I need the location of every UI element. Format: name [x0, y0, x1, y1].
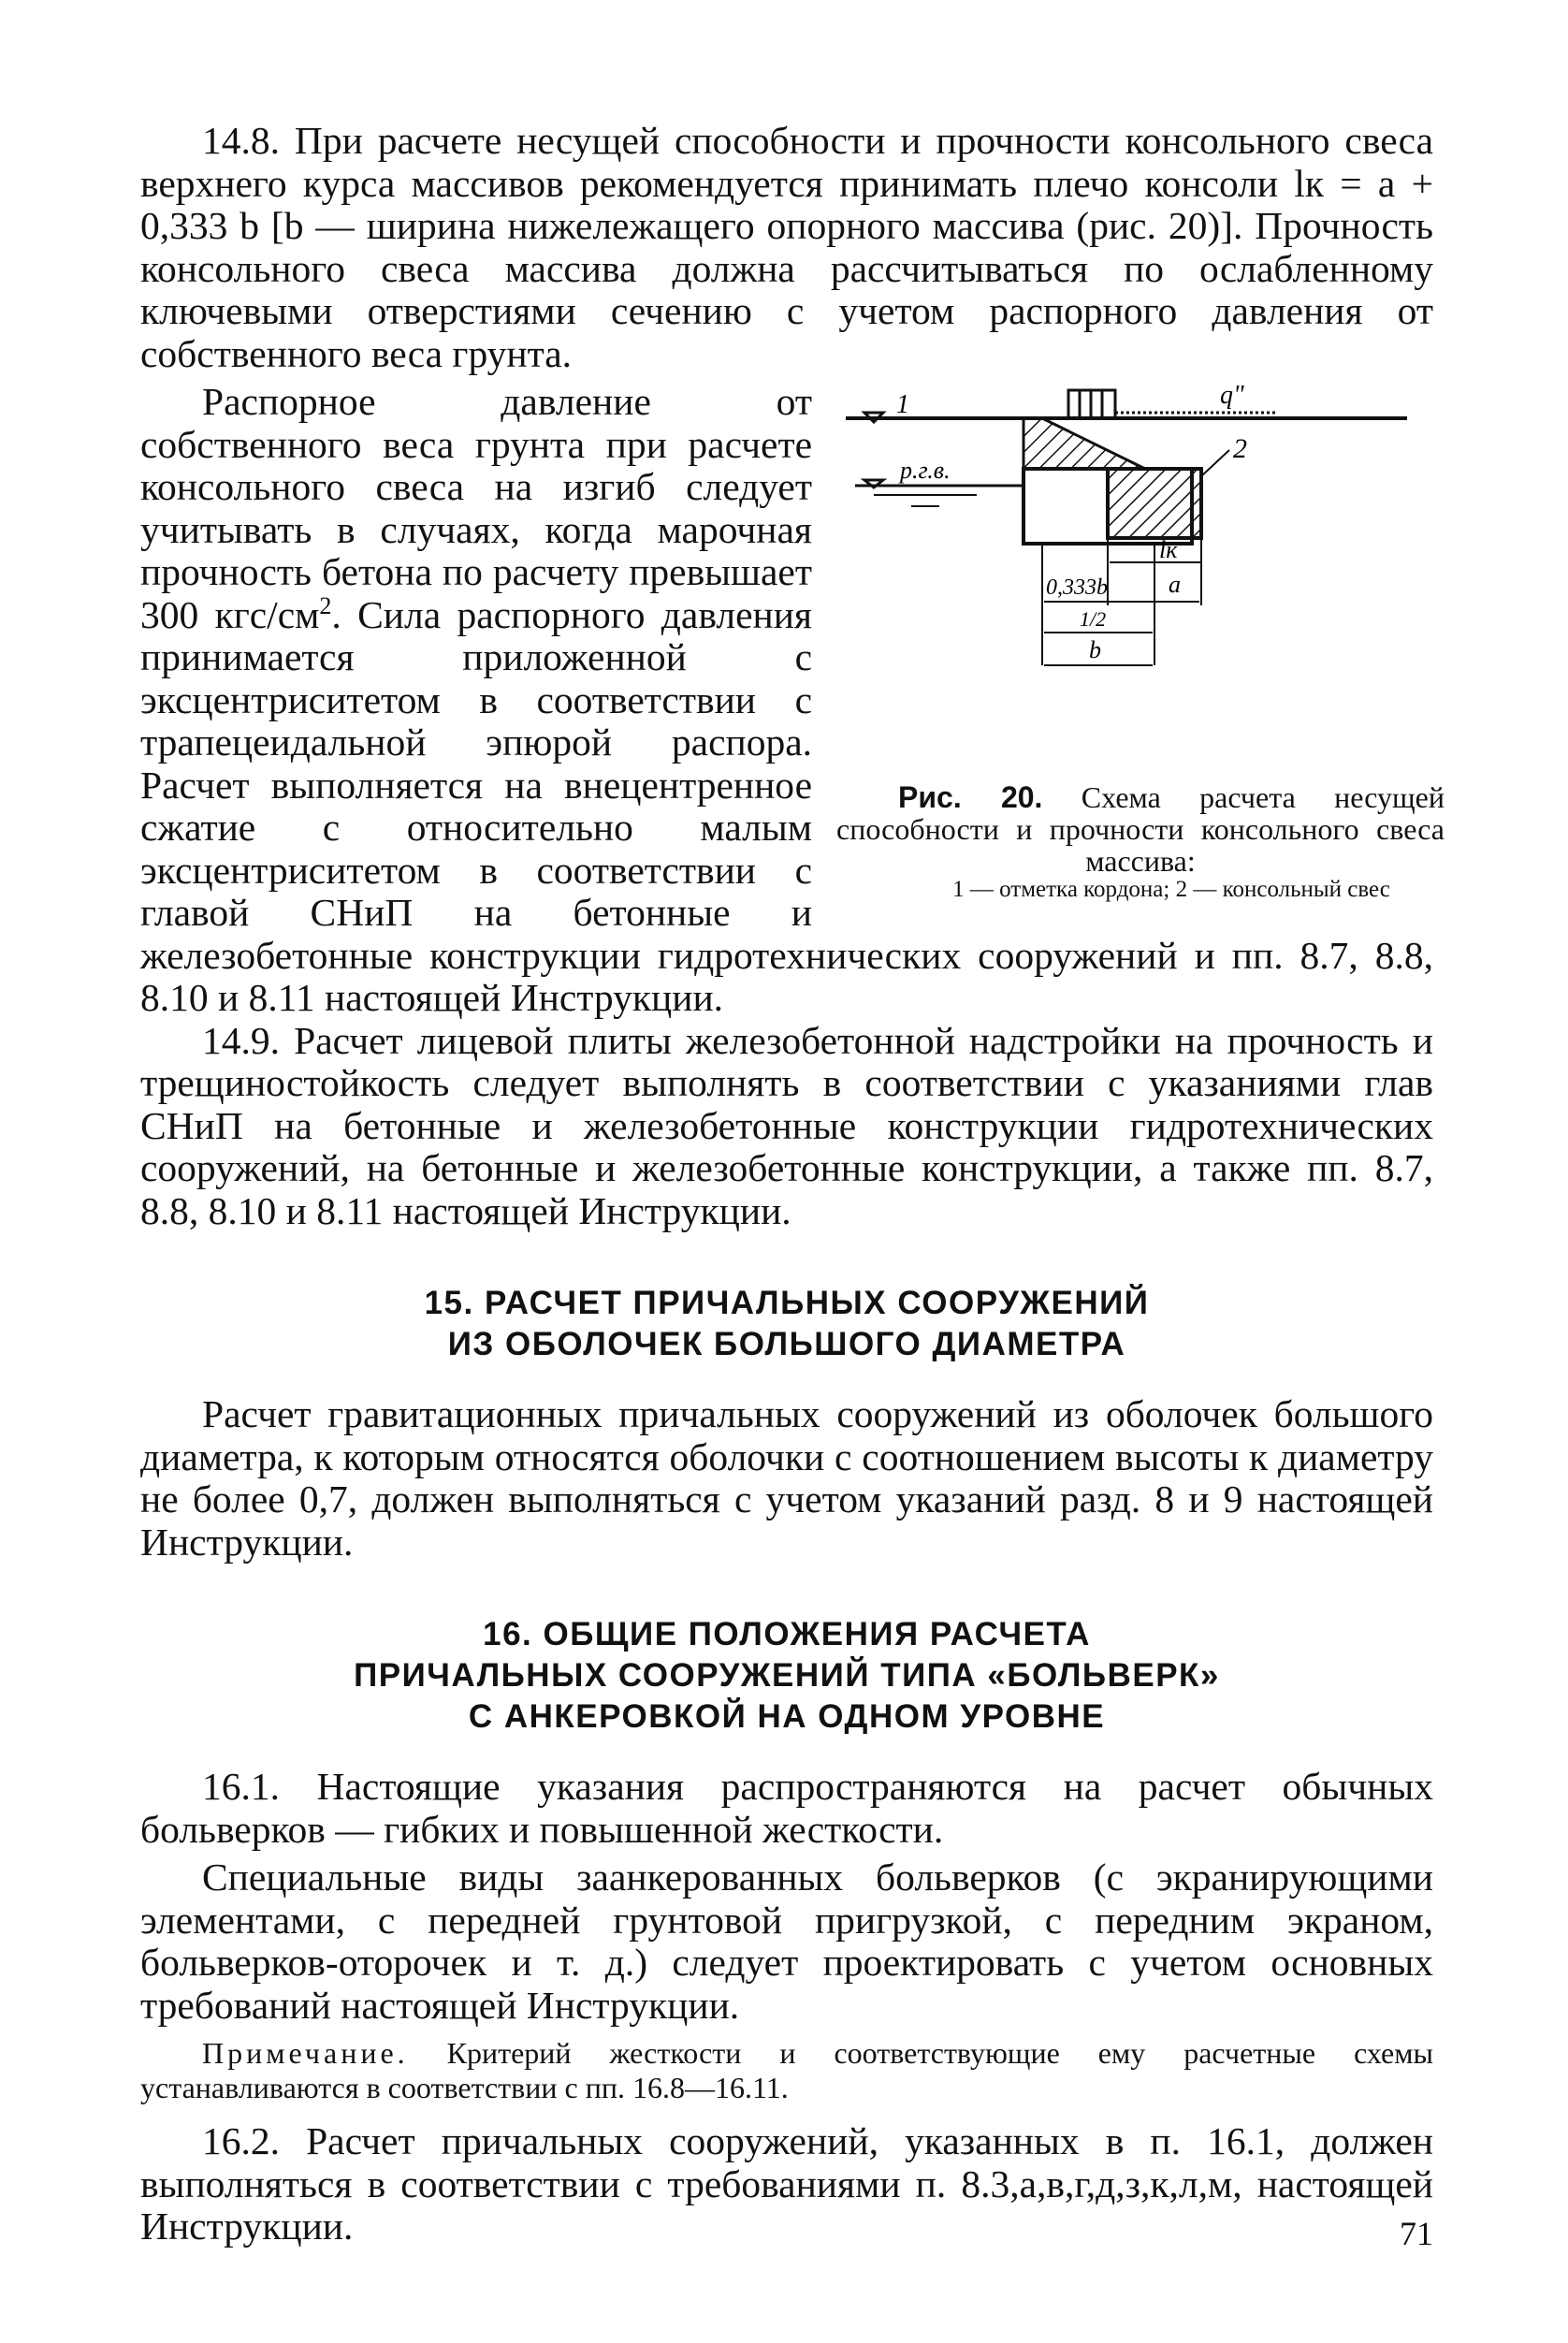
- figure-legend: 1 — отметка кордона; 2 — консольный свес: [952, 877, 1390, 902]
- page-number: 71: [1400, 2215, 1433, 2252]
- paragraph-with-figure: [140, 380, 1445, 1020]
- paragraph-16-1: 16.1. Настоящие указания распространяются на расчет обычных больверков — гибких и повышенной жесткости.: [140, 1765, 1433, 1851]
- label-water: р.г.в.: [900, 457, 951, 484]
- section-16-heading: [140, 1614, 1433, 1738]
- section-15-heading-line1: 15. РАСЧЕТ ПРИЧАЛЬНЫХ СООРУЖЕНИЙ: [424, 1285, 1150, 1321]
- note-text: Критерий жесткости и соответствующие ему расчетные схемы устанавливаются в соответствии с пп. 16.8—16.11.: [140, 2036, 1433, 2104]
- section-16-heading-line3: С АНКЕРОВКОЙ НА ОДНОМ УРОВНЕ: [468, 1698, 1106, 1735]
- section-16-heading-line2: ПРИЧАЛЬНЫХ СООРУЖЕНИЙ ТИПА «БОЛЬВЕРК»: [354, 1657, 1220, 1694]
- label-lk: lк: [1159, 536, 1178, 563]
- figure-caption: [836, 781, 1445, 877]
- note: [140, 2036, 1433, 2105]
- figure-20-diagram: [836, 385, 1445, 778]
- paragraph-15: Расчет гравитационных причальных сооружений из оболочек большого диаметра, к которым относятся оболочки с соотношением высоты к диаметру не более 0,7, должен выполняться с учетом указаний разд. 8 и 9 настоящей Инструкции.: [140, 1392, 1433, 1564]
- label-load: q": [1220, 385, 1244, 410]
- paragraph-14-8-text-b: . Сила распорного давления принимается приложенной с эксцентриситетом в соответствии с трапецеидальной эпюрой распора. Расчет выполняется на внецентренное сжатие с относительно малым эксцентриситетом в соответствии с главой СНиП на бетонные и железобетонные конструкции гидротехнических сооружений и пп. 8.7, 8.8, 8.10 и 8.11 настоящей Инструкции.: [140, 592, 1433, 1019]
- section-16-heading-line1: 16. ОБЩИЕ ПОЛОЖЕНИЯ РАСЧЕТА: [483, 1616, 1091, 1652]
- section-15-heading: [140, 1283, 1433, 1365]
- section-15-heading-line2: ИЗ ОБОЛОЧЕК БОЛЬШОГО ДИАМЕТРА: [447, 1326, 1126, 1362]
- paragraph-16-1-continued: Специальные виды заанкерованных больверков (с экранирующими элементами, с передней грунтовой пригрузкой, с передним экраном, больверков-оторочек и т. д.) следует проектировать с учетом основных требований настоящей Инструкции.: [140, 1855, 1433, 2027]
- figure-20: [836, 385, 1445, 902]
- page-body: [140, 119, 1445, 2248]
- superscript-2: 2: [319, 591, 332, 619]
- label-half-b: 1/2: [1080, 607, 1107, 631]
- label-mark-2: 2: [1233, 433, 1247, 464]
- label-mark-1: 1: [896, 390, 909, 419]
- label-333b: 0,333b: [1046, 575, 1108, 600]
- figure-caption-number: Рис. 20.: [898, 780, 1043, 814]
- paragraph-14-8-text-a: Распорное давление от собственного веса грунта при расчете консольного свеса на изгиб следует учитывать в случаях, когда марочная прочность бетона по расчету превышает 300 кгс/см: [140, 380, 812, 636]
- paragraph-16-2: 16.2. Расчет причальных сооружений, указанных в п. 16.1, должен выполняться в соответствии с требованиями п. 8.3,а,в,г,д,з,к,л,м, настоящей Инструкции.: [140, 2119, 1433, 2248]
- upper-block: [1024, 418, 1145, 469]
- label-a: a: [1169, 571, 1181, 598]
- note-label: Примечание.: [202, 2036, 409, 2070]
- label-b: b: [1089, 636, 1101, 663]
- paragraph-14-8: 14.8. При расчете несущей способности и прочности консольного свеса верхнего курса массивов рекомендуется принимать плечо консоли lк = a + 0,333 b [b — ширина нижележащего опорного массива (рис. 20)]. Прочность консольного свеса массива должна рассчитываться по ослабленному ключевыми отверстиями сечению с учетом распорного давления от собственного веса грунта.: [140, 119, 1433, 375]
- paragraph-14-9: 14.9. Расчет лицевой плиты железобетонной надстройки на прочность и трещиностойкость следует выполнять в соответствии с указаниями глав СНиП на бетонные и железобетонные конструкции гидротехнических сооружений, на бетонные и железобетонные конструкции, а также пп. 8.7, 8.8, 8.10 и 8.11 настоящей Инструкции.: [140, 1018, 1433, 1232]
- cantilever-overhang: [1108, 469, 1201, 538]
- figure-caption-text: Схема расчета несущей способности и прочности консольного свеса массива:: [836, 780, 1445, 878]
- paragraph-14-8-continued: [140, 380, 1445, 1020]
